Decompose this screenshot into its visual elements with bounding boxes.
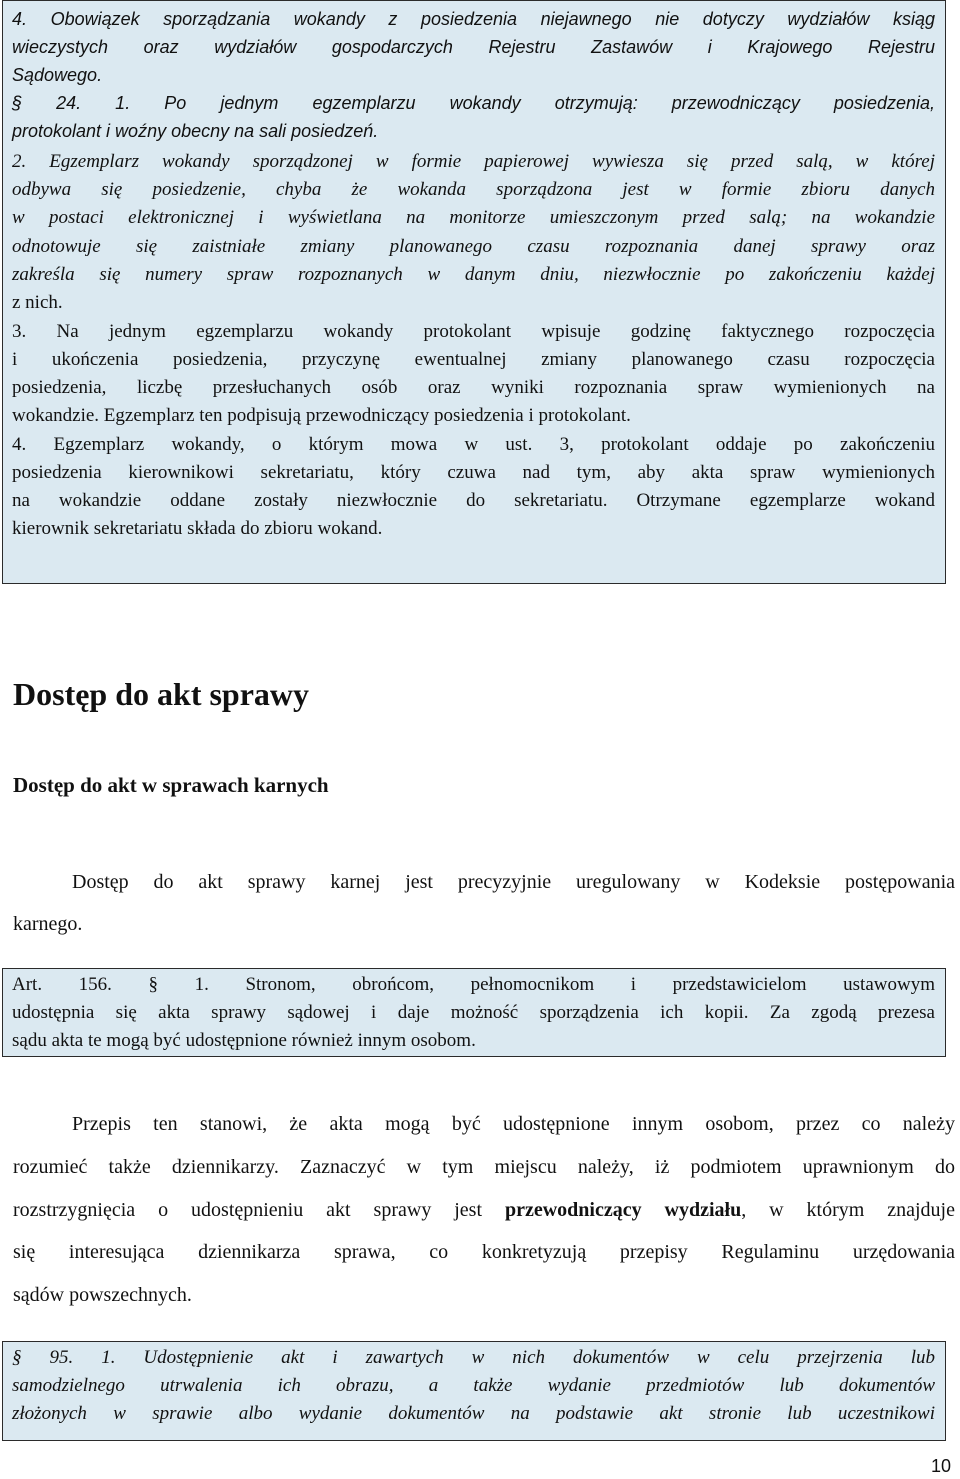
section-heading: Dostęp do akt sprawy: [13, 676, 310, 712]
box1-line: odbywa się posiedzenie, chyba że wokanda sporządzona jest w formie zbioru danych: [12, 179, 935, 200]
box1-line: 4. Egzemplarz wokandy, o którym mowa w ust. 3, protokolant oddaje po zakończeniu: [12, 434, 935, 455]
body-text: , w którym znajduje: [741, 1199, 955, 1221]
body-line: się interesująca dziennikarza sprawa, co konkretyzują przepisy Regulaminu urzędowania: [13, 1241, 955, 1263]
body-line: Przepis ten stanowi, że akta mogą być udostępnione innym osobom, przez co należy: [72, 1113, 955, 1135]
body-line: rozumieć także dziennikarzy. Zaznaczyć w tym miejscu należy, iż podmiotem uprawnionym do: [13, 1156, 955, 1178]
box1-line: wokandzie. Egzemplarz ten podpisują przewodniczący posiedzenia i protokolant.: [12, 405, 631, 426]
box1-line: protokolant i woźny obecny na sali posiedzeń.: [12, 121, 379, 141]
box1-line: wieczystych oraz wydziałów gospodarczych Rejestru Zastawów i Krajowego Rejestru: [12, 37, 935, 57]
box1-line: 3. Na jednym egzemplarzu wokandy protokolant wpisuje godzinę faktycznego rozpoczęcia: [12, 321, 935, 342]
box2-line: sądu akta te mogą być udostępnione również innym osobom.: [12, 1030, 476, 1051]
box1-line: na wokandzie oddane zostały niezwłocznie do sekretariatu. Otrzymane egzemplarze wokand: [12, 490, 935, 511]
box2-line: udostępnia się akta sprawy sądowej i daje możność sporządzenia ich kopii. Za zgodą prezesa: [12, 1002, 935, 1023]
box1-line: § 24. 1. Po jednym egzemplarzu wokandy otrzymują: przewodniczący posiedzenia,: [12, 93, 935, 113]
body-line: [13, 1197, 955, 1223]
box3-line: złożonych w sprawie albo wydanie dokumentów na podstawie akt stronie lub uczestnikowi: [12, 1403, 935, 1424]
box1-line: Sądowego.: [12, 65, 103, 85]
box3-line: samodzielnego utrwalenia ich obrazu, a także wydanie przedmiotów lub dokumentów: [12, 1375, 935, 1396]
page-number: 10: [931, 1456, 952, 1476]
box1-line: 4. Obowiązek sporządzania wokandy z posiedzenia niejawnego nie dotyczy wydziałów ksiąg: [12, 9, 935, 29]
intro-line: Dostęp do akt sprawy karnej jest precyzyjnie uregulowany w Kodeksie postępowania: [72, 871, 955, 893]
intro-line: karnego.: [13, 913, 83, 935]
box2-line: Art. 156. § 1. Stronom, obrońcom, pełnomocnikom i przedstawicielom ustawowym: [12, 974, 935, 995]
box1-line: 2. Egzemplarz wokandy sporządzonej w formie papierowej wywiesza się przed salą, w której: [12, 151, 935, 172]
box1-line: posiedzenia kierownikowi sekretariatu, który czuwa nad tym, aby akta spraw wymienionych: [12, 462, 935, 483]
box1-line: posiedzenia, liczbę przesłuchanych osób oraz wyniki rozpoznania spraw wymienionych na: [12, 377, 935, 398]
body-line: sądów powszechnych.: [13, 1284, 192, 1306]
box1-line: i ukończenia posiedzenia, przyczynę ewentualnej zmiany planowanego czasu rozpoczęcia: [12, 349, 935, 370]
subsection-heading: Dostęp do akt w sprawach karnych: [13, 773, 329, 797]
box1-line: kierownik sekretariatu składa do zbioru wokand.: [12, 518, 383, 539]
box1-line: zakreśla się numery spraw rozpoznanych w danym dniu, niezwłocznie po zakończeniu każdej: [12, 264, 935, 285]
emphasis-text: przewodniczący wydziału: [504, 1199, 742, 1221]
box3-line: § 95. 1. Udostępnienie akt i zawartych w nich dokumentów w celu przejrzenia lub: [12, 1347, 935, 1368]
box1-line: z nich.: [12, 292, 63, 313]
box1-line: odnotowuje się zaistniałe zmiany planowanego czasu rozpoznania danej sprawy oraz: [12, 236, 935, 257]
body-text: rozstrzygnięcia o udostępnieniu akt sprawy jest: [13, 1199, 505, 1221]
box1-line: w postaci elektronicznej i wyświetlana na monitorze umieszczonym przed salą; na wokandzie: [12, 207, 935, 228]
